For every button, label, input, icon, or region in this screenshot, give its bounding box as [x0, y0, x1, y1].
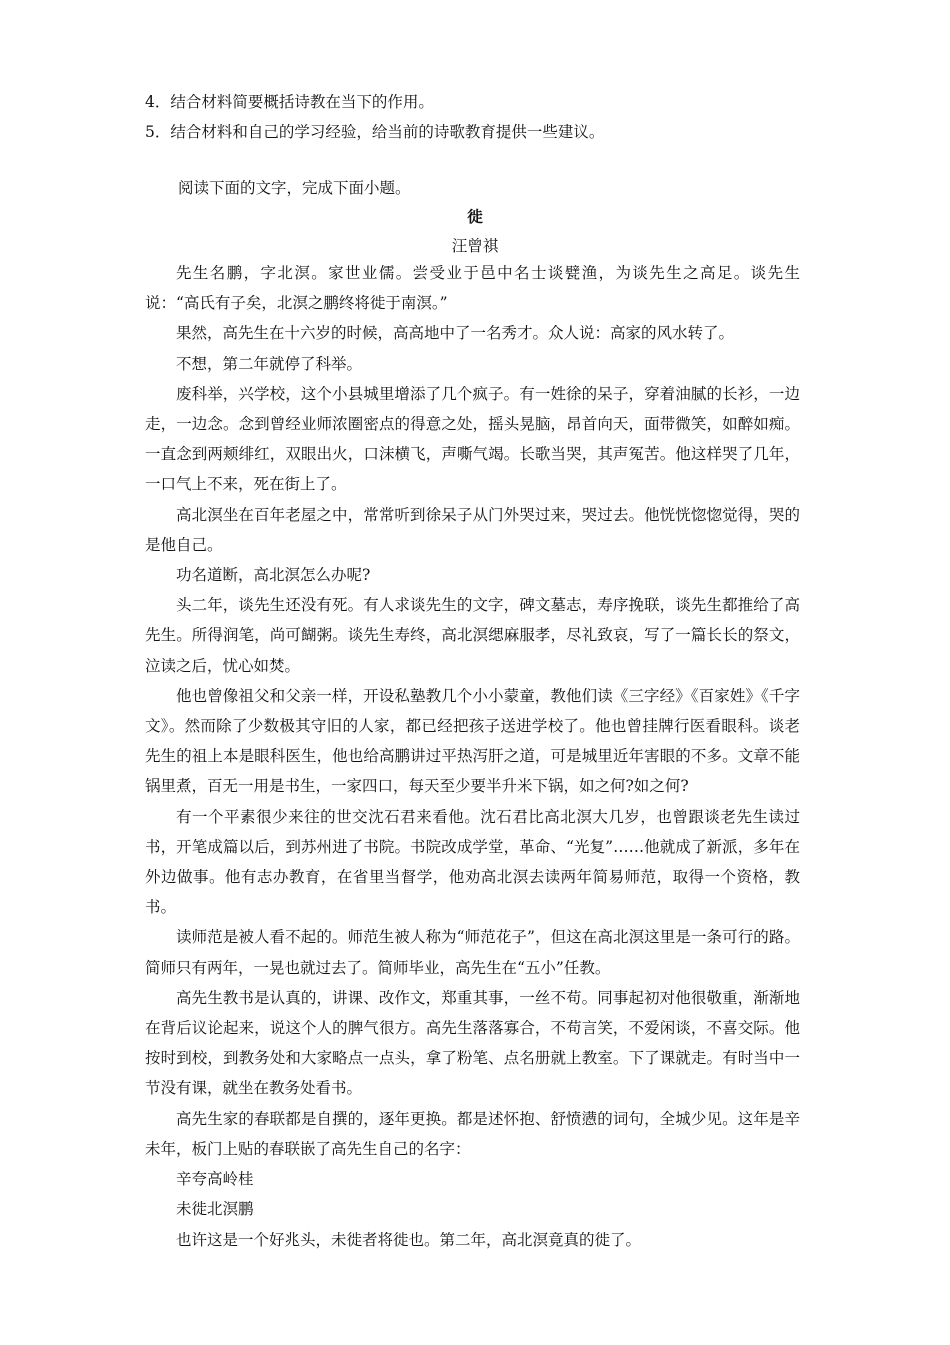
reading-instruction: 阅读下面的文字，完成下面小题。: [178, 179, 411, 197]
paragraph: 废科举，兴学校，这个小县城里增添了几个疯子。有一姓徐的呆子，穿着油腻的长衫，一边走，一边念。念到曾经业师浓圈密点的得意之处，摇头晃脑，昂首向天，面带微笑，如醉如痴。一直念到两颊绯红，双眼出火，口沫横飞，声嘶气竭。长歌当哭，其声冤苦。他这样哭了几年，一口气上不来，死在街上了。: [145, 384, 800, 494]
paragraph: 高先生家的春联都是自撰的，逐年更换。都是述怀抱、舒愤懑的词句，全城少见。这年是辛未年，板门上贴的春联嵌了高先生自己的名字：: [145, 1109, 800, 1158]
paragraph: 也许这是一个好兆头，未徙者将徙也。第二年，高北溟竟真的徙了。: [176, 1230, 642, 1249]
paragraph: 高北溟坐在百年老屋之中，常常听到徐呆子从门外哭过来，哭过去。他恍恍惚惚觉得，哭的是他自己。: [145, 505, 800, 554]
article-title: 徙: [467, 207, 483, 226]
paragraph: 功名道断，高北溟怎么办呢?: [176, 566, 371, 585]
paragraph: 他也曾像祖父和父亲一样，开设私塾教几个小小蒙童，教他们读《三字经》《百家姓》《千字文》。然而除了少数极其守旧的人家，都已经把孩子送进学校了。他也曾挂牌行医看眼科。谈老先生的祖上本是眼科医生，他也给高鹏讲过平热泻肝之道，可是城里近年害眼的不多。文章不能锅里煮，百无一用是书生，一家四口，每天至少要半升米下锅，如之何?如之何?: [145, 686, 800, 796]
paragraph: 有一个平素很少来往的世交沈石君来看他。沈石君比高北溟大几岁，也曾跟谈老先生读过书，开笔成篇以后，到苏州进了书院。书院改成学堂，革命、“光复”……他就成了新派，多年在外边做事。他有志办教育，在省里当督学，他劝高北溟去读两年简易师范，取得一个资格，教书。: [145, 807, 800, 917]
question-4: 4．结合材料简要概括诗教在当下的作用。: [145, 93, 434, 111]
paragraph: 头二年，谈先生还没有死。有人求谈先生的文字，碑文墓志，寿序挽联，谈先生都推给了高先生。所得润笔，尚可餬粥。谈先生寿终，高北溟缌麻服孝，尽礼致哀，写了一篇长长的祭文，泣读之后，忧心如焚。: [145, 596, 800, 675]
paragraph: 先生名鹏，字北溟。家世业儒。尝受业于邑中名士谈甓渔，为谈先生之高足。谈先生说：“高氏有子矣，北溟之鹏终将徙于南溟。”: [145, 264, 800, 313]
couplet-line: 未徙北溟鹏: [176, 1200, 254, 1219]
paragraph: 高先生教书是认真的，讲课、改作文，郑重其事，一丝不苟。同事起初对他很敬重，渐渐地在背后议论起来，说这个人的脾气很方。高先生落落寡合，不苟言笑，不爱闲谈，不喜交际。他按时到校，到教务处和大家略点一点头，拿了粉笔、点名册就上教室。下了课就走。有时当中一节没有课，就坐在教务处看书。: [145, 988, 800, 1098]
paragraph: 读师范是被人看不起的。师范生被人称为“师范花子”，但这在高北溟这里是一条可行的路。简师只有两年，一晃也就过去了。简师毕业，高先生在“五小”任教。: [145, 928, 800, 977]
couplet-line: 辛夸高岭桂: [176, 1170, 254, 1189]
question-5: 5．结合材料和自己的学习经验，给当前的诗歌教育提供一些建议。: [145, 123, 605, 141]
article-author: 汪曾祺: [451, 237, 499, 255]
article-body: [145, 258, 800, 1255]
paragraph: 果然，高先生在十六岁的时候，高高地中了一名秀才。众人说：高家的风水转了。: [176, 324, 735, 343]
paragraph: 不想，第二年就停了科举。: [176, 354, 363, 373]
